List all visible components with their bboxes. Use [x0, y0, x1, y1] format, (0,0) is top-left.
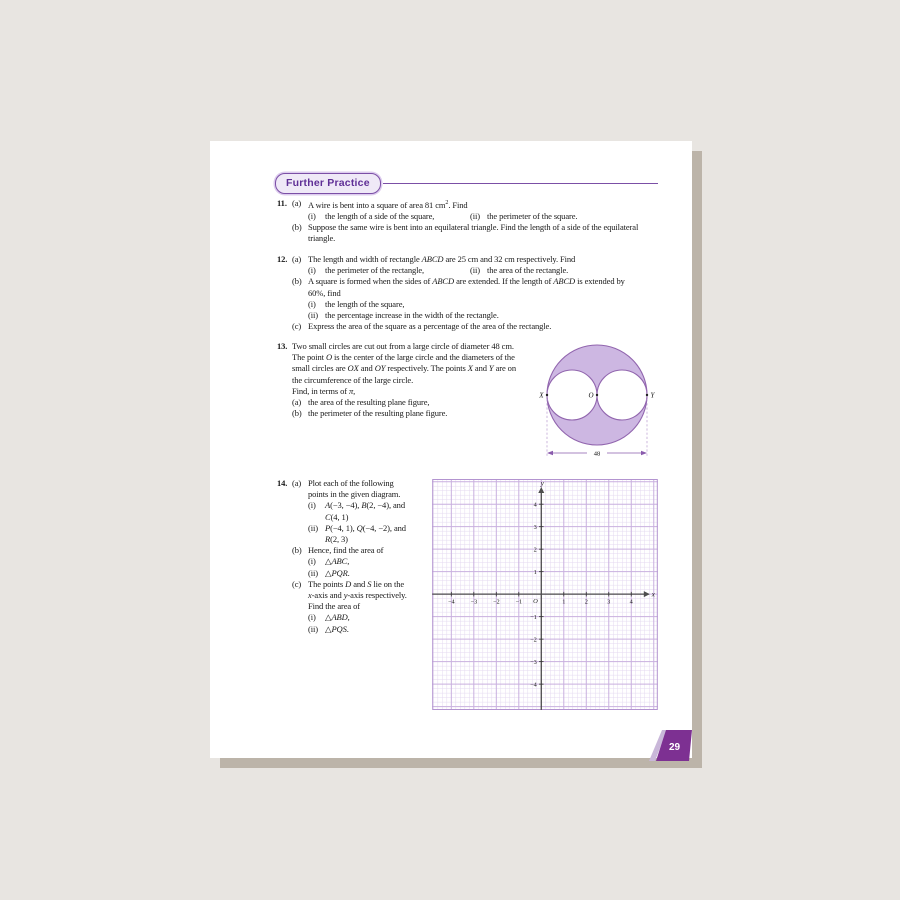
- question-number: [277, 590, 292, 601]
- text-line: [277, 500, 407, 511]
- question-number: [277, 352, 292, 363]
- point-y-label: Y: [650, 391, 655, 400]
- question-text: the length of the square,: [325, 298, 405, 309]
- question-number: [277, 612, 292, 623]
- question-13: [277, 341, 516, 419]
- part-label: (a): [292, 397, 302, 408]
- y-tick-label: 3: [533, 523, 537, 531]
- question-number: [277, 310, 292, 321]
- question-text: The length and width of rectangle ABCD are 25 cm and 32 cm respectively. Find: [308, 254, 576, 264]
- question-number: [277, 363, 292, 374]
- y-axis-label: y: [540, 479, 544, 488]
- sub-part-label: (i): [308, 298, 316, 309]
- question-text: Suppose the same wire is bent into an equilateral triangle. Find the length of a side of the equilateral: [308, 222, 639, 233]
- part-label: [292, 568, 308, 579]
- question-text: R(2, 3): [325, 534, 348, 545]
- text-line: [277, 512, 407, 523]
- question-text: small circles are OX and OY respectively. The points X and Y are on: [292, 363, 516, 374]
- question-text: Express the area of the square as a percentage of the area of the rectangle.: [308, 321, 552, 332]
- origin-label: O: [533, 598, 538, 606]
- question-12: [277, 254, 625, 332]
- question-number: [277, 534, 292, 545]
- question-text: the perimeter of the rectangle,: [325, 265, 425, 276]
- sub-part-label: (ii): [470, 211, 480, 222]
- text-line: [277, 363, 516, 374]
- part-label: [292, 612, 308, 623]
- x-tick-label: −3: [470, 598, 478, 606]
- question-text: Find, in terms of π,: [292, 385, 356, 396]
- further-practice-badge: [275, 173, 381, 194]
- diameter-dimension-label: 48: [593, 450, 601, 458]
- question-number: [277, 276, 292, 287]
- x-tick-label: 4: [629, 598, 633, 606]
- question-text: points in the given diagram.: [308, 489, 401, 500]
- part-label: (c): [292, 321, 302, 332]
- text-line: [277, 489, 407, 500]
- question-text: △PQR.: [325, 567, 350, 578]
- question-text: the perimeter of the square.: [487, 211, 578, 222]
- question-number: [277, 512, 292, 523]
- text-line: [277, 299, 625, 310]
- text-line: [277, 341, 516, 352]
- part-label: (b): [292, 222, 302, 233]
- part-label: [292, 299, 308, 310]
- y-tick-label: −1: [530, 613, 537, 621]
- part-label: [292, 265, 308, 276]
- question-text: Two small circles are cut out from a large circle of diameter 48 cm.: [292, 341, 514, 351]
- text-line: [277, 590, 407, 601]
- text-line: [277, 397, 516, 408]
- text-line: [277, 478, 407, 489]
- question-number: [277, 386, 292, 397]
- text-line: [277, 408, 516, 419]
- x-tick-label: 2: [584, 598, 588, 606]
- text-line: [277, 352, 516, 363]
- y-tick-label: −4: [530, 681, 537, 689]
- part-label: (b): [292, 545, 302, 556]
- text-line: [277, 568, 407, 579]
- question-text: the percentage increase in the width of the rectangle.: [325, 310, 499, 321]
- question-number: [277, 568, 292, 579]
- sub-part-label: (ii): [308, 310, 318, 321]
- y-tick-label: 1: [533, 568, 537, 576]
- sub-part-label: (i): [308, 211, 316, 222]
- question-text: Find the area of: [308, 601, 360, 612]
- sub-part-label: (i): [308, 500, 316, 511]
- part-label: (b): [292, 408, 302, 419]
- part-label: (a): [292, 254, 302, 264]
- part-label: [292, 211, 308, 222]
- question-text: The points D and S lie on the: [308, 578, 405, 589]
- part-label: [292, 523, 308, 534]
- part-label: [292, 288, 308, 299]
- part-label: (c): [292, 578, 302, 589]
- page-number-tab: [648, 729, 692, 761]
- text-line: [277, 523, 407, 534]
- text-line: [277, 198, 638, 211]
- question-number: 13.: [277, 341, 288, 351]
- part-label: [292, 233, 308, 244]
- question-text: The point O is the center of the large circle and the diameters of the: [292, 352, 515, 363]
- part-label: [292, 534, 308, 545]
- sub-part-label: (i): [308, 265, 316, 276]
- question-text: triangle.: [308, 233, 336, 244]
- part-label: [292, 601, 308, 612]
- question-number: [277, 500, 292, 511]
- text-line: [277, 601, 407, 612]
- part-label: [292, 624, 308, 635]
- sub-part-label: (i): [308, 556, 316, 567]
- point-x-label: X: [539, 391, 544, 400]
- question-number: [277, 375, 292, 386]
- question-number: [277, 288, 292, 299]
- question-text: △PQS.: [325, 623, 349, 634]
- y-tick-label: −2: [530, 636, 537, 644]
- question-text: the area of the rectangle.: [487, 265, 569, 276]
- question-number: [277, 624, 292, 635]
- x-tick-label: 1: [562, 598, 566, 606]
- question-text: the circumference of the large circle.: [292, 374, 414, 385]
- question-number: [277, 233, 292, 244]
- page-tab-shape: [648, 729, 692, 761]
- sub-part-label: (ii): [470, 265, 480, 276]
- question-number: 11.: [277, 198, 287, 208]
- text-line: [277, 288, 625, 299]
- text-line: [277, 222, 638, 233]
- x-tick-label: −1: [515, 598, 523, 606]
- question-number: [277, 601, 292, 612]
- sub-part-label: [308, 512, 325, 523]
- part-label: [292, 590, 308, 601]
- text-line: [277, 211, 638, 222]
- coordinate-grid: [432, 479, 658, 710]
- text-line: [277, 545, 407, 556]
- part-label: [292, 310, 308, 321]
- question-number: [277, 523, 292, 534]
- text-line: [277, 579, 407, 590]
- x-tick-label: −2: [492, 598, 500, 606]
- question-text: A wire is bent into a square of area 81 $cm^2$. Find: [308, 199, 468, 210]
- y-tick-label: 4: [533, 501, 537, 509]
- sub-part-label: (ii): [308, 522, 318, 533]
- question-text: △ABD,: [325, 612, 350, 623]
- question-text: A(−3, −4), B(2, −4), and: [325, 500, 405, 511]
- point-y: [646, 394, 648, 396]
- text-line: [277, 254, 625, 265]
- question-number: [277, 211, 292, 222]
- question-number: [277, 222, 292, 233]
- question-number: [277, 579, 292, 590]
- circle-diagram: [535, 341, 662, 467]
- dimension-arrow-right: [641, 451, 647, 456]
- question-text: P(−4, 1), Q(−4, −2), and: [325, 522, 406, 533]
- question-number: [277, 408, 292, 419]
- x-tick-label: −4: [447, 598, 455, 606]
- question-number: [277, 556, 292, 567]
- part-label: [292, 500, 308, 511]
- point-o-label: O: [588, 391, 594, 400]
- badge-label: Further Practice: [286, 177, 370, 189]
- question-number: [277, 265, 292, 276]
- question-number: [277, 545, 292, 556]
- sub-part-label: [308, 534, 325, 545]
- y-tick-label: 2: [533, 546, 537, 554]
- x-axis-label: x: [651, 590, 655, 599]
- question-14: [277, 478, 407, 635]
- part-label: (a): [292, 478, 302, 488]
- textbook-page: [210, 141, 692, 758]
- question-number: 12.: [277, 254, 288, 264]
- question-text: Plot each of the following: [308, 478, 394, 488]
- question-number: [277, 321, 292, 332]
- x-tick-label: 3: [607, 598, 611, 606]
- question-number: [277, 397, 292, 408]
- sub-part-label: (ii): [308, 623, 318, 634]
- question-number: 14.: [277, 478, 288, 488]
- point-o: [596, 394, 598, 396]
- header-rule: [383, 183, 658, 184]
- y-tick-label: −3: [530, 658, 537, 666]
- text-line: [277, 375, 516, 386]
- text-line: [277, 556, 407, 567]
- point-x: [546, 394, 548, 396]
- small-circle-right: [597, 370, 647, 420]
- question-11: [277, 198, 638, 245]
- part-label: (a): [292, 198, 302, 208]
- question-text: C(4, 1): [325, 511, 349, 522]
- question-text: the perimeter of the resulting plane figure.: [308, 408, 448, 419]
- sub-part-label: (ii): [308, 567, 318, 578]
- section-header: [275, 173, 658, 194]
- part-label: [292, 556, 308, 567]
- part-label: (b): [292, 276, 302, 287]
- question-text: Hence, find the area of: [308, 545, 384, 556]
- text-line: [277, 624, 407, 635]
- question-number: [277, 299, 292, 310]
- question-text: the area of the resulting plane figure,: [308, 397, 430, 408]
- text-line: [277, 386, 516, 397]
- question-text: 60%, find: [308, 287, 341, 298]
- dimension-arrow-left: [547, 451, 553, 456]
- text-line: [277, 310, 625, 321]
- page-number: 29: [668, 742, 681, 753]
- text-line: [277, 534, 407, 545]
- text-line: [277, 321, 625, 332]
- question-text: A square is formed when the sides of ABCD are extended. If the length of ABCD is extended by: [308, 276, 625, 287]
- question-number: [277, 489, 292, 500]
- sub-part-label: (i): [308, 612, 316, 623]
- question-text: the length of a side of the square,: [325, 211, 435, 222]
- text-line: [277, 276, 625, 287]
- part-label: [292, 489, 308, 500]
- question-text: x-axis and y-axis respectively.: [308, 590, 407, 601]
- text-line: [277, 265, 625, 276]
- part-label: [292, 512, 308, 523]
- text-line: [277, 233, 638, 244]
- text-line: [277, 612, 407, 623]
- question-text: △ABC,: [325, 556, 350, 567]
